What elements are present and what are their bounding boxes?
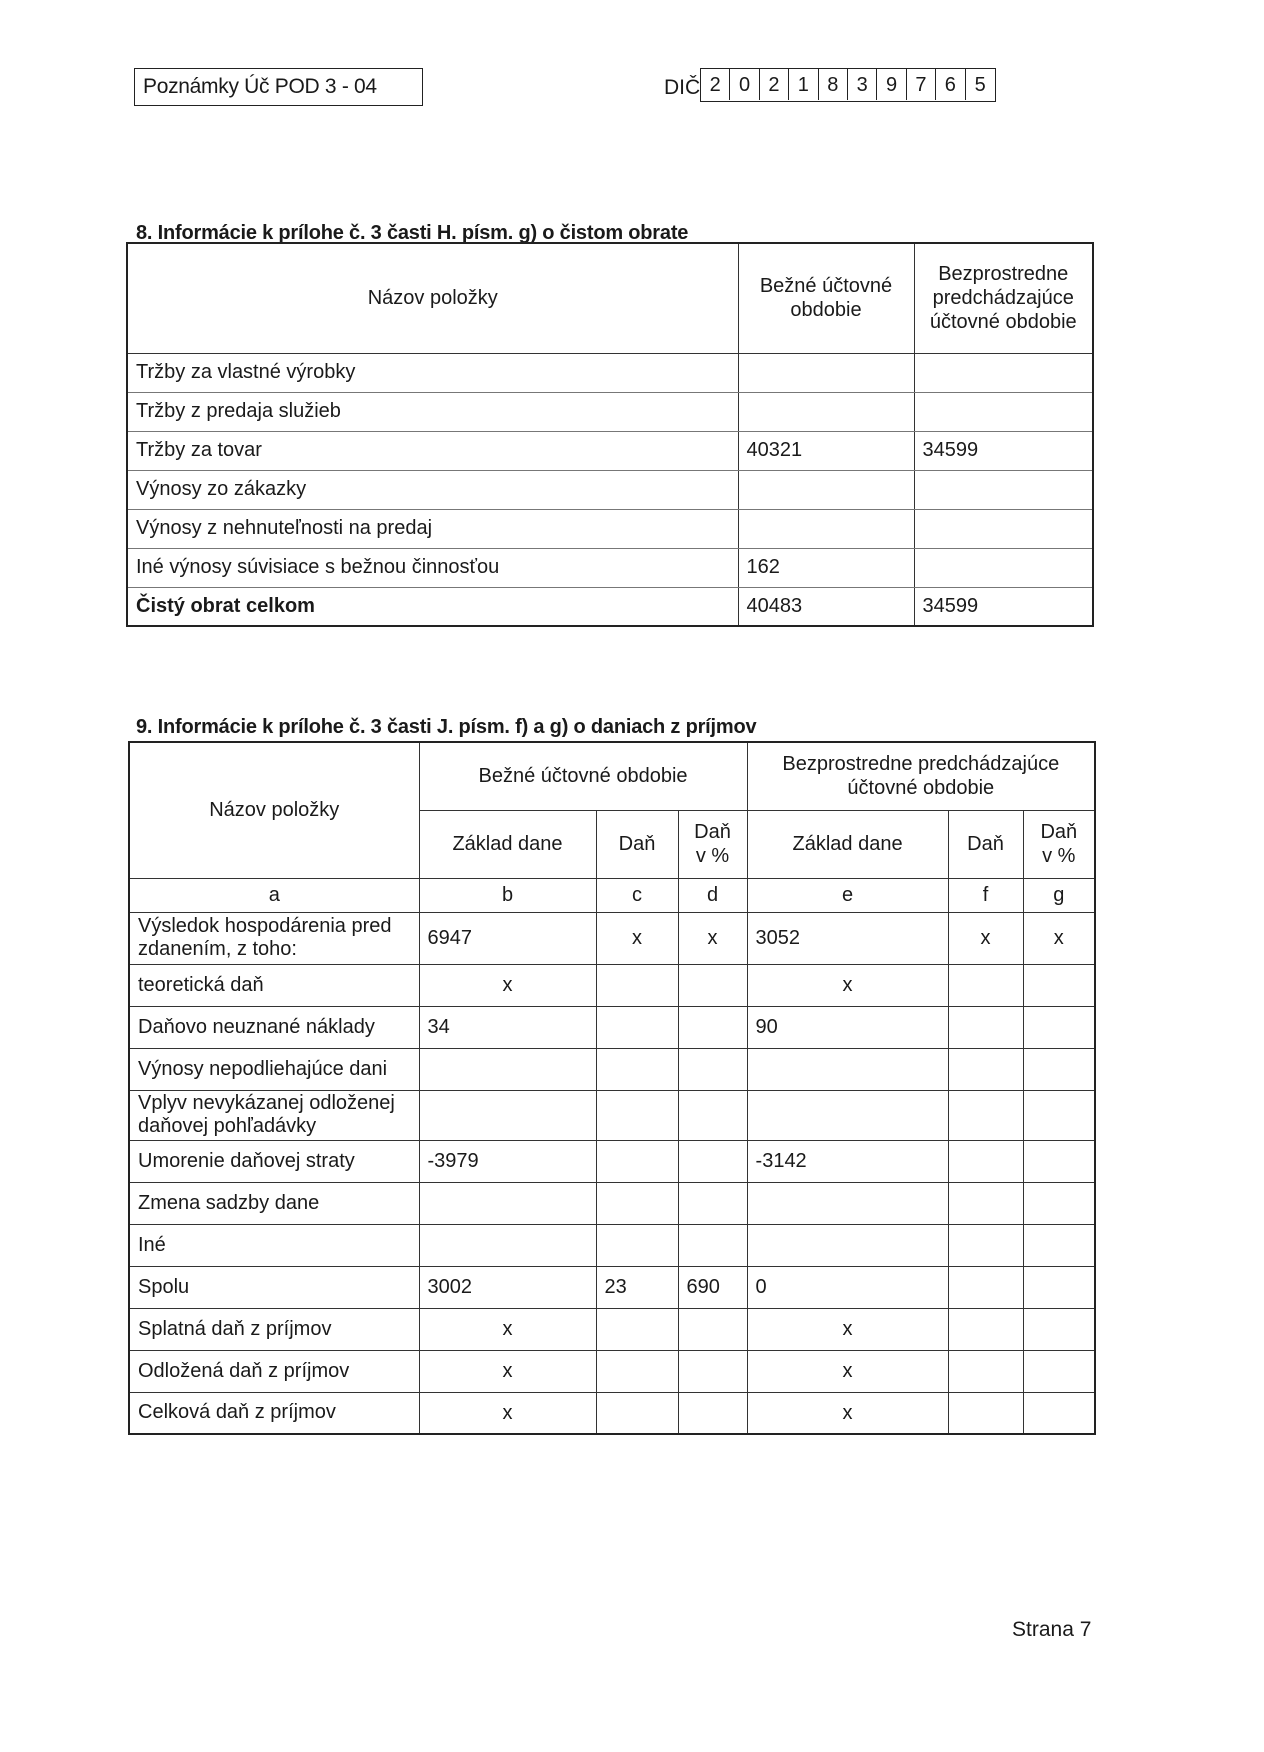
cell-b: x (419, 964, 596, 1006)
section-8-title: 8. Informácie k prílohe č. 3 časti H. písm. g) o čistom obrate (136, 222, 689, 244)
column-letter: g (1023, 878, 1095, 912)
row-name: Tržby za tovar (127, 431, 738, 470)
cell-c (596, 1006, 678, 1048)
net-turnover-table (126, 242, 1094, 627)
table-row (129, 1308, 1095, 1350)
cell-f (948, 1308, 1023, 1350)
row-current (738, 392, 914, 431)
cell-f (948, 1350, 1023, 1392)
row-name: Umorenie daňovej straty (129, 1140, 419, 1182)
cell-f (948, 964, 1023, 1006)
dic-digit: 7 (907, 69, 936, 100)
col-header-previous: Bezprostredne predchádzajúce účtovné obdobie (747, 742, 1095, 810)
row-current: 40483 (738, 587, 914, 626)
row-current (738, 509, 914, 548)
dic-digit: 5 (974, 74, 986, 96)
cell-e: 0 (747, 1266, 948, 1308)
cell-d (678, 1308, 747, 1350)
cell-d: 690 (678, 1266, 747, 1308)
table-row (127, 353, 1093, 392)
column-letter: d (678, 878, 747, 912)
table-row (129, 1266, 1095, 1308)
table-row (129, 1182, 1095, 1224)
cell-f (948, 1266, 1023, 1308)
cell-e: x (747, 1392, 948, 1434)
row-previous (914, 509, 1093, 548)
row-name: Výnosy z nehnuteľnosti na predaj (127, 509, 738, 548)
col-header-name: Názov položky (129, 742, 419, 878)
cell-b (419, 1224, 596, 1266)
row-name: Tržby z predaja služieb (127, 392, 738, 431)
document-label: Poznámky Úč POD 3 - 04 (134, 68, 423, 106)
row-previous: 34599 (914, 431, 1093, 470)
cell-d: x (678, 912, 747, 964)
cell-d (678, 1182, 747, 1224)
cell-g (1023, 1182, 1095, 1224)
row-previous (914, 353, 1093, 392)
cell-b: -3979 (419, 1140, 596, 1182)
cell-f (948, 1090, 1023, 1140)
column-letter: f (948, 878, 1023, 912)
row-previous (914, 548, 1093, 587)
row-current (738, 353, 914, 392)
cell-e (747, 1224, 948, 1266)
cell-g (1023, 1308, 1095, 1350)
cell-d (678, 1048, 747, 1090)
cell-e: x (747, 1308, 948, 1350)
cell-c (596, 1182, 678, 1224)
dic-number (700, 68, 996, 102)
dic-digit: 6 (936, 69, 965, 100)
cell-b: 34 (419, 1006, 596, 1048)
cell-d (678, 1006, 747, 1048)
cell-e: 3052 (747, 912, 948, 964)
cell-e: x (747, 1350, 948, 1392)
income-tax-table (128, 741, 1096, 1435)
cell-g (1023, 1090, 1095, 1140)
row-name: Celková daň z príjmov (129, 1392, 419, 1434)
row-name: Odložená daň z príjmov (129, 1350, 419, 1392)
cell-f (948, 1048, 1023, 1090)
cell-f (948, 1006, 1023, 1048)
table-row (129, 1090, 1095, 1140)
row-previous (914, 470, 1093, 509)
cell-g: x (1023, 912, 1095, 964)
row-name: Spolu (129, 1266, 419, 1308)
cell-b: x (419, 1392, 596, 1434)
row-previous: 34599 (914, 587, 1093, 626)
cell-e (747, 1090, 948, 1140)
cell-g (1023, 1350, 1095, 1392)
cell-d (678, 964, 747, 1006)
row-name: Výnosy zo zákazky (127, 470, 738, 509)
dic-label: DIČ (664, 76, 701, 99)
cell-f (948, 1392, 1023, 1434)
cell-c (596, 1350, 678, 1392)
cell-g (1023, 1224, 1095, 1266)
column-letter: c (596, 878, 678, 912)
cell-e (747, 1182, 948, 1224)
cell-c (596, 1224, 678, 1266)
row-name: Vplyv nevykázanej odloženej daňovej pohľadávky (129, 1090, 419, 1140)
cell-b: x (419, 1350, 596, 1392)
table-row (129, 1048, 1095, 1090)
cell-d (678, 1350, 747, 1392)
table-row (129, 1392, 1095, 1434)
column-letter: a (129, 878, 419, 912)
column-letter: b (419, 878, 596, 912)
cell-d (678, 1140, 747, 1182)
table-row (127, 509, 1093, 548)
cell-d (678, 1224, 747, 1266)
row-name: Zmena sadzby dane (129, 1182, 419, 1224)
cell-f (948, 1140, 1023, 1182)
row-name: Daňovo neuznané náklady (129, 1006, 419, 1048)
cell-f (948, 1224, 1023, 1266)
dic-digit: 9 (877, 69, 906, 100)
row-name: Výnosy nepodliehajúce dani (129, 1048, 419, 1090)
cell-b: 3002 (419, 1266, 596, 1308)
cell-c (596, 1140, 678, 1182)
cell-d (678, 1090, 747, 1140)
sub-header-tax-pct: Daň v % (678, 810, 747, 878)
section-9-title: 9. Informácie k prílohe č. 3 časti J. písm. f) a g) o daniach z príjmov (136, 716, 757, 738)
cell-g (1023, 1266, 1095, 1308)
cell-f (948, 1182, 1023, 1224)
table-row (127, 548, 1093, 587)
sub-header-tax: Daň (948, 810, 1023, 878)
table-row (129, 1140, 1095, 1182)
cell-g (1023, 1048, 1095, 1090)
row-previous (914, 392, 1093, 431)
row-name: Iné výnosy súvisiace s bežnou činnosťou (127, 548, 738, 587)
cell-b: 6947 (419, 912, 596, 964)
dic-digit: 0 (730, 69, 759, 100)
cell-c (596, 1392, 678, 1434)
cell-g (1023, 1140, 1095, 1182)
dic-digit: 8 (819, 69, 848, 100)
cell-b: x (419, 1308, 596, 1350)
row-name: Iné (129, 1224, 419, 1266)
table-row (127, 431, 1093, 470)
table-row (127, 392, 1093, 431)
row-current: 162 (738, 548, 914, 587)
table-row (129, 1006, 1095, 1048)
cell-c (596, 1308, 678, 1350)
cell-e: -3142 (747, 1140, 948, 1182)
row-name: teoretická daň (129, 964, 419, 1006)
cell-b (419, 1182, 596, 1224)
col-header-current: Bežné účtovné obdobie (419, 742, 747, 810)
sub-header-base: Základ dane (419, 810, 596, 878)
page-number: Strana 7 (1012, 1618, 1092, 1641)
dic-digit: 2 (701, 69, 730, 100)
row-name: Tržby za vlastné výrobky (127, 353, 738, 392)
sub-header-base: Základ dane (747, 810, 948, 878)
col-header-current: Bežné účtovné obdobie (738, 243, 914, 353)
cell-c: x (596, 912, 678, 964)
cell-b (419, 1048, 596, 1090)
dic-digit: 2 (760, 69, 789, 100)
table-row (127, 470, 1093, 509)
row-name: Výsledok hospodárenia pred zdanením, z toho: (129, 912, 419, 964)
table-row (129, 912, 1095, 964)
sub-header-tax-pct: Daň v % (1023, 810, 1095, 878)
cell-d (678, 1392, 747, 1434)
cell-e: x (747, 964, 948, 1006)
sub-header-tax: Daň (596, 810, 678, 878)
col-header-previous: Bezprostredne predchádzajúce účtovné obdobie (914, 243, 1093, 353)
cell-g (1023, 1392, 1095, 1434)
cell-c (596, 1090, 678, 1140)
cell-g (1023, 1006, 1095, 1048)
col-header-name: Názov položky (127, 243, 738, 353)
row-name: Splatná daň z príjmov (129, 1308, 419, 1350)
table-row (127, 587, 1093, 626)
row-current (738, 470, 914, 509)
table-row (129, 964, 1095, 1006)
cell-e (747, 1048, 948, 1090)
cell-c (596, 1048, 678, 1090)
cell-g (1023, 964, 1095, 1006)
cell-b (419, 1090, 596, 1140)
cell-f: x (948, 912, 1023, 964)
column-letter: e (747, 878, 948, 912)
row-current: 40321 (738, 431, 914, 470)
cell-e: 90 (747, 1006, 948, 1048)
table-row (129, 1350, 1095, 1392)
dic-digit: 1 (789, 69, 818, 100)
dic-digit: 3 (848, 69, 877, 100)
cell-c: 23 (596, 1266, 678, 1308)
table-row (129, 1224, 1095, 1266)
cell-c (596, 964, 678, 1006)
row-name: Čistý obrat celkom (127, 587, 738, 626)
